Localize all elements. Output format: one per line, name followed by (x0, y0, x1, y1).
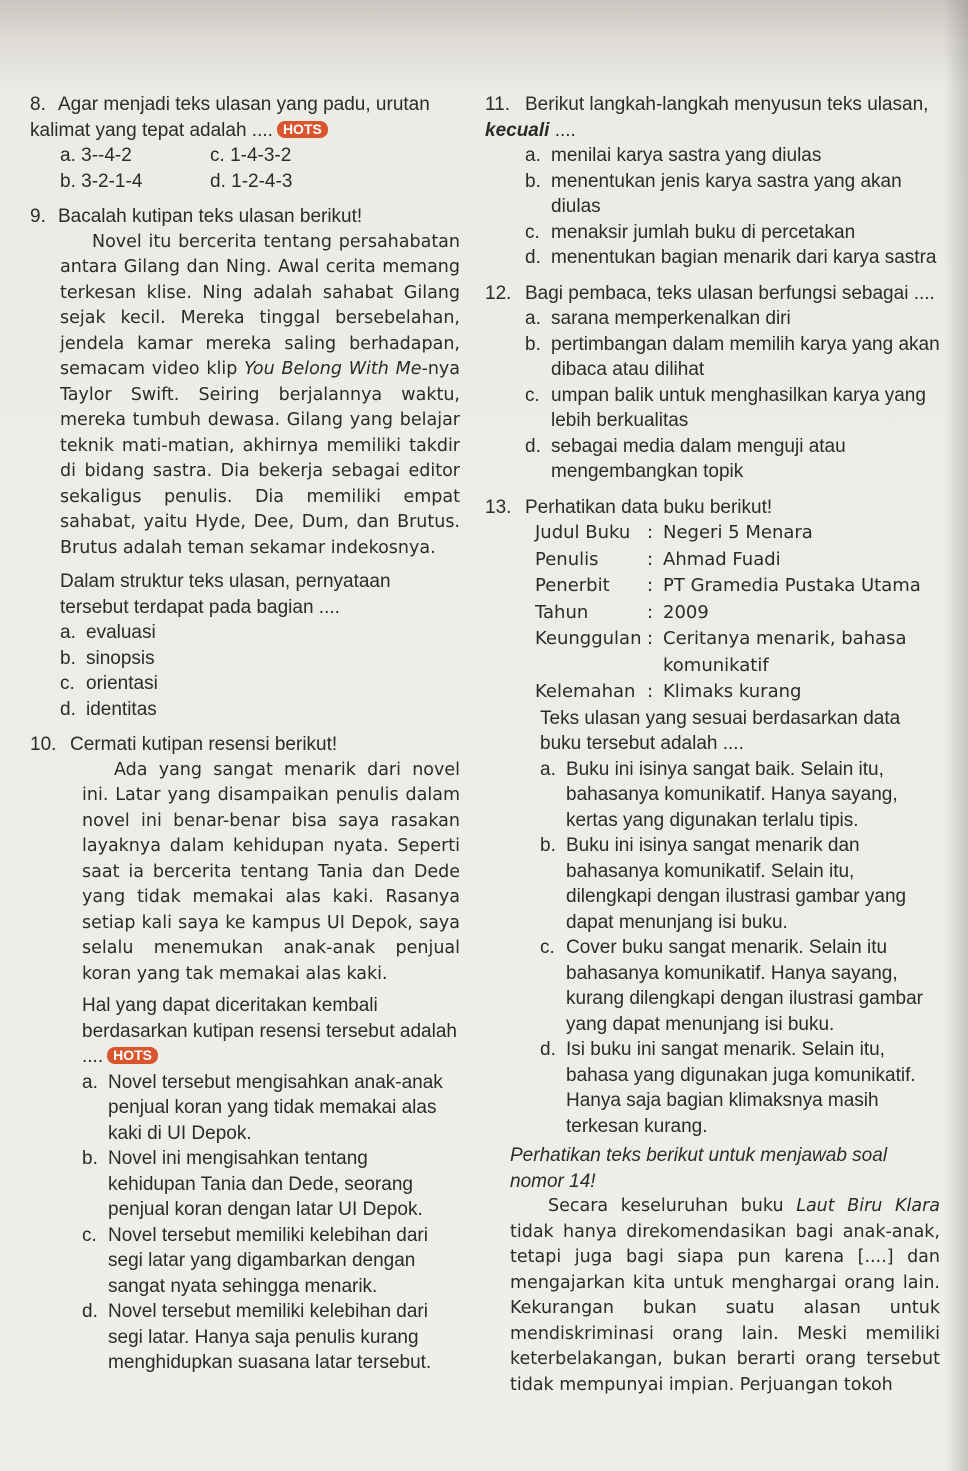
page-edge-shadow (944, 0, 968, 1471)
resensi-passage: Ada yang sangat menarik dari novel ini. Latar yang disampaikan penulis dalam novel ini benar-benar bisa saya rasakan layaknya dalam kehidupan nyata. Seperti saat ia bercerita tentang Tania dan Dede yang tidak memakai alas kaki. Rasanya setiap kali saya ke kampus UI Depok, saya selalu menemukan anak-anak penjual koran yang tak memakai alas kaki. (82, 759, 460, 984)
option-a[interactable]: a. Buku ini isinya sangat baik. Selain itu, bahasanya komunikatif. Hanya sayang, kertas yang digunakan terlalu tipis. (540, 758, 898, 831)
option-b[interactable]: b. Novel ini mengisahkan tentang kehidupan Tania dan Dede, seorang penjual koran dengan latar UI Depok. (82, 1148, 423, 1220)
option-b[interactable]: b. menentukan jenis karya sastra yang akan diulas (525, 170, 902, 217)
question-text: Cermati kutipan resensi berikut! (70, 734, 338, 755)
question-text: Bagi pembaca, teks ulasan berfungsi sebagai .... (525, 282, 935, 304)
table-row: Keunggulan : Ceritanya menarik, bahasa komunikatif (535, 628, 907, 676)
question-13 (485, 495, 940, 1140)
q14-passage: Secara keseluruhan buku Laut Biru Klara tidak hanya direkomendasikan bagi anak-anak, tetapi juga bagi siapa pun karena [....] dan mengajarkan kita untuk menghargai orang lain. Kekurangan bukan suatu alasan untuk mendiskriminasi orang lain. Meski memiliki keterbelakangan, bukan berarti orang tersebut tidak mempunyai impian. Perjuangan tokoh (510, 1196, 941, 1395)
option-c[interactable]: c. Novel tersebut memiliki kelebihan dari segi latar yang digambarkan dengan sangat nyata sehingga menarik. (82, 1224, 428, 1297)
book-title: Laut Biru Klara (796, 1196, 941, 1216)
option-a[interactable]: a. Novel tersebut mengisahkan anak-anak penjual koran yang tidak memakai alas kaki di UI Depok. (82, 1071, 443, 1144)
question-text: Perhatikan data buku berikut! (525, 496, 773, 518)
table-row: Penulis : Ahmad Fuadi (535, 548, 781, 570)
question-8 (30, 92, 460, 194)
question-prompt: Teks ulasan yang sesuai berdasarkan data buku tersebut adalah .... (540, 707, 901, 754)
option-a[interactable]: a. sarana memperkenalkan diri (525, 308, 791, 329)
option-c[interactable]: c. 1-4-3-2 (210, 145, 292, 166)
option-c[interactable]: c. umpan balik untuk menghasilkan karya yang lebih berkualitas (525, 384, 926, 431)
question-number: 10. (30, 734, 57, 755)
book-data-table (485, 520, 940, 706)
options-grid (30, 143, 460, 194)
option-d[interactable]: d. Novel tersebut memiliki kelebihan dari segi latar. Hanya saja penulis kurang menghidupkan suasana latar tersebut. (82, 1301, 432, 1373)
question-text: Berikut langkah-langkah menyusun teks ulasan, (525, 94, 929, 115)
table-row: Kelemahan : Klimaks kurang (535, 681, 802, 702)
question-number: 13. (485, 496, 512, 518)
option-d[interactable]: d. menentukan bagian menarik dari karya sastra (525, 247, 937, 268)
option-a[interactable]: a. menilai karya sastra yang diulas (525, 145, 822, 166)
question-text: Agar menjadi teks ulasan yang padu, urutan kalimat yang tepat adalah .... (30, 94, 430, 141)
option-d[interactable]: d. sebagai media dalam menguji atau mengembangkan topik (525, 435, 846, 482)
option-d[interactable]: d. Isi buku ini sangat menarik. Selain itu, bahasa yang digunakan juga komunikatif. Hanya saja bagian klimaksnya masih terkesan kurang. (540, 1039, 916, 1137)
option-a[interactable]: a. evaluasi (60, 622, 156, 643)
hots-badge: HOTS (107, 1047, 158, 1064)
question-number: 11. (485, 94, 511, 115)
option-c[interactable]: c. Cover buku sangat menarik. Selain itu bahasanya komunikatif. Hanya sayang, kurang dilengkapi dengan ilustrasi gambar yang dapat menunjang isi buku. (540, 937, 924, 1035)
right-column (485, 92, 940, 1398)
table-row: Judul Buku : Negeri 5 Menara (535, 522, 813, 543)
option-c[interactable]: c. orientasi (60, 673, 158, 694)
instruction-text: Perhatikan teks berikut untuk menjawab soal nomor 14! (510, 1145, 888, 1192)
table-row: Tahun : 2009 (535, 601, 709, 623)
question-9 (30, 204, 460, 722)
option-b[interactable]: b. sinopsis (60, 647, 155, 669)
review-passage: Novel itu bercerita tentang persahabatan antara Gilang dan Ning. Awal cerita memang terkesan klise. Ning adalah sahabat Gilang sejak kecil. Mereka tinggal bersebelahan, jendela kamar mereka saling berhadapan, semacam video klip You Belong With Me-nya Taylor Swift. Seiring berjalannya waktu, mereka tumbuh dewasa. Gilang yang belajar teknik mati-matian, akhirnya memiliki takdir di bidang sastra. Dia bekerja sebagai editor sekaligus penulis. Dia memiliki empat sahabat, yaitu Hyde, Dee, Dum, dan Brutus. Brutus adalah teman sekamar indekosnya. (60, 231, 460, 558)
question-number: 8. (30, 94, 46, 115)
option-d[interactable]: d. identitas (60, 698, 157, 720)
option-b[interactable]: b. 3-2-1-4 (60, 170, 143, 192)
emphasis: kecuali (485, 119, 550, 141)
question-10 (30, 732, 460, 1376)
question-text: Bacalah kutipan teks ulasan berikut! (58, 206, 363, 227)
question-11: 11. Berikut langkah-langkah menyusun teks ulasan, kecuali .... a. menilai karya sastra yang diulas b. menentukan jenis karya sastra yang akan diulas c. menaksir jumlah buku di percetakan d. menentukan bagian menarik dari karya sastra (485, 92, 940, 271)
song-title: You Belong With Me (244, 359, 422, 379)
left-column (30, 92, 460, 1380)
question-number: 9. (30, 206, 46, 227)
question-prompt: Hal yang dapat diceritakan kembali berdasarkan kutipan resensi tersebut adalah .... HOTS (82, 995, 457, 1067)
option-a[interactable]: a. 3--4-2 (60, 145, 132, 166)
option-c[interactable]: c. menaksir jumlah buku di percetakan (525, 221, 856, 243)
hots-badge: HOTS (277, 121, 328, 138)
option-b[interactable]: b. Buku ini isinya sangat menarik dan bahasanya komunikatif. Selain itu, dilengkapi dengan ilustrasi gambar yang dapat menunjang isi buku. (540, 835, 907, 933)
option-d[interactable]: d. 1-2-4-3 (210, 170, 293, 192)
option-b[interactable]: b. pertimbangan dalam memilih karya yang akan dibaca atau dilihat (525, 333, 940, 380)
question-prompt: Dalam struktur teks ulasan, pernyataan tersebut terdapat pada bagian .... (60, 571, 391, 618)
question-12 (485, 281, 940, 485)
question-number: 12. (485, 282, 512, 304)
table-row: Penerbit : PT Gramedia Pustaka Utama (535, 575, 921, 596)
